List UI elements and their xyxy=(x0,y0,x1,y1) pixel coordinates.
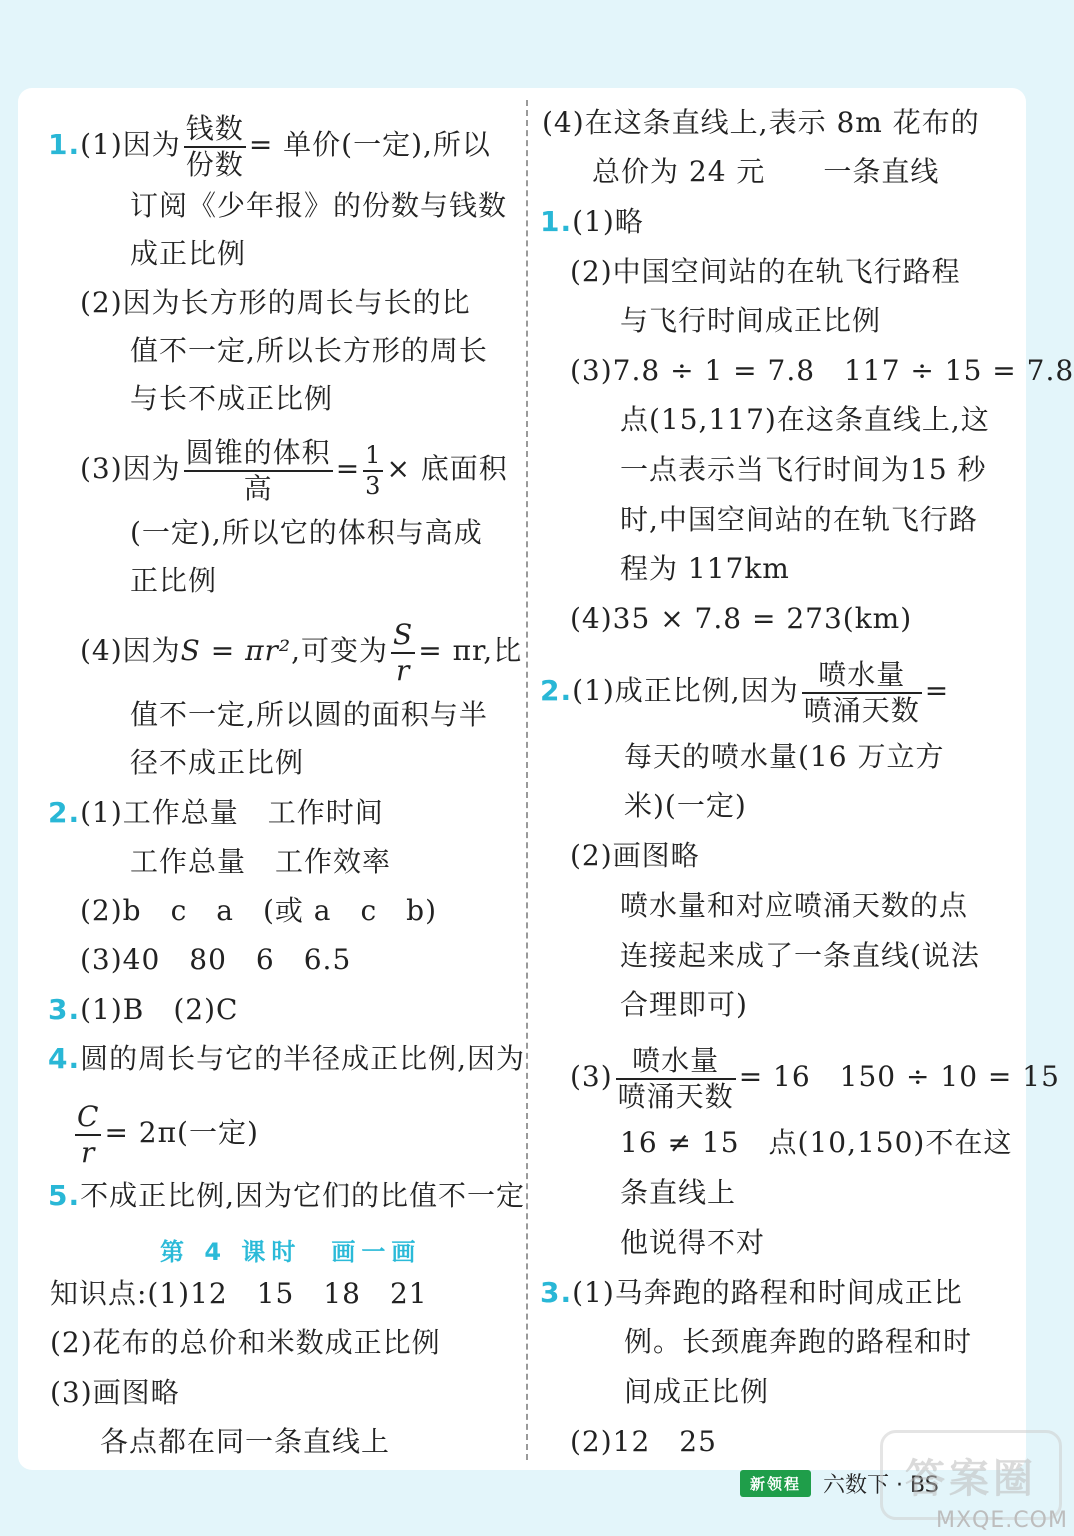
r-q2-part1-line2: 每天的喷水量(16 万立方 xyxy=(624,740,945,773)
question-number: 2. xyxy=(48,796,81,829)
r-q3-line1: 3.(1)马奔跑的路程和时间成正比 xyxy=(540,1276,963,1309)
r-q1-line7: 时,中国空间站的在轨飞行路 xyxy=(620,503,978,536)
r-q1-line1: 1.(1)略 xyxy=(540,205,644,238)
q1-part2-line2: 值不一定,所以长方形的周长 xyxy=(130,334,488,367)
q1-part2-line3: 与长不成正比例 xyxy=(130,382,334,415)
q1-part3-line3: 正比例 xyxy=(130,564,218,597)
series-badge: 新领程 xyxy=(740,1470,811,1497)
k4-line2: 总价为 24 元 一条直线 xyxy=(592,155,940,188)
q1-part2-line1: (2)因为长方形的周长与长的比 xyxy=(80,286,471,319)
r-q1-line8: 程为 117km xyxy=(620,552,790,585)
fraction: $\frac{\text{喷水量}}{\text{喷涌天数}}$ xyxy=(803,658,920,727)
q2-line3: (2)b c a (或 a c b) xyxy=(80,894,438,927)
r-q2-part2-line1: (2)画图略 xyxy=(570,839,700,872)
r-q3-line3: 间成正比例 xyxy=(624,1375,770,1408)
q1-part3-line1: (3)因为 $\frac{\text{圆锥的体积}}{\text{高}}$ = $\frac{1}{3}$ × 底面积 xyxy=(80,436,508,505)
fraction: $\frac{\text{钱数}}{\text{份数}}$ xyxy=(185,112,244,181)
r-q1-line5: 点(15,117)在这条直线上,这 xyxy=(620,403,990,436)
knowledge-line2: (2)花布的总价和米数成正比例 xyxy=(50,1326,441,1359)
question-number: 4. xyxy=(48,1042,81,1075)
r-q1-line3: 与飞行时间成正比例 xyxy=(620,304,882,337)
knowledge-line1: 知识点:(1)12 15 18 21 xyxy=(50,1277,428,1310)
r-q1-line6: 一点表示当飞行时间为15 秒 xyxy=(620,453,987,486)
watermark-site: MXQE.COM xyxy=(936,1508,1068,1533)
r-q1-line4: (3)7.8 ÷ 1 = 7.8 117 ÷ 15 = 7.8 xyxy=(570,354,1074,387)
r-q2-part1-line1: 2.(1)成正比例,因为 $\frac{\text{喷水量}}{\text{喷涌天数}}$ = xyxy=(540,658,950,727)
q1-part4-line1: (4)因为S = πr²,可变为 $\frac{S}{r}$ = πr,比 xyxy=(80,618,523,687)
r-q1-line2: (2)中国空间站的在轨飞行路程 xyxy=(570,255,961,288)
section-heading: 第 4 课时 画一画 xyxy=(160,1238,422,1266)
knowledge-line3: (3)画图略 xyxy=(50,1376,180,1409)
r-q2-part2-line3: 连接起来成了一条直线(说法 xyxy=(620,939,980,972)
q1-part1-line2: 订阅《少年报》的份数与钱数 xyxy=(130,189,508,222)
r-q2-part3-line3: 条直线上 xyxy=(620,1176,737,1209)
question-number: 5. xyxy=(48,1179,81,1212)
column-divider xyxy=(526,100,528,1460)
q5-line: 5.不成正比例,因为它们的比值不一定 xyxy=(48,1179,526,1212)
fraction: $\frac{C}{r}$ xyxy=(77,1100,100,1169)
q2-line2: 工作总量 工作效率 xyxy=(130,845,392,878)
q1-part4-line3: 径不成正比例 xyxy=(130,746,305,779)
q1-part1-line1: 1.(1)因为 $\frac{\text{钱数}}{\text{份数}}$ = 单价(一定),所以 xyxy=(48,112,491,181)
fraction: $\frac{\text{喷水量}}{\text{喷涌天数}}$ xyxy=(617,1044,734,1113)
r-q2-part2-line2: 喷水量和对应喷涌天数的点 xyxy=(620,889,969,922)
watermark-stamp: 答案圈 xyxy=(880,1430,1062,1520)
question-number: 1. xyxy=(540,205,573,238)
q4-line2: $\frac{C}{r}$ = 2π(一定) xyxy=(77,1100,259,1169)
q1-part1-line3: 成正比例 xyxy=(130,237,247,270)
fraction: $\frac{\text{圆锥的体积}}{\text{高}}$ xyxy=(185,436,331,505)
q3-line: 3.(1)B (2)C xyxy=(48,993,239,1026)
fraction: $\frac{1}{3}$ xyxy=(365,440,382,500)
q1-part4-line2: 值不一定,所以圆的面积与半 xyxy=(130,698,488,731)
q4-line1: 4.圆的周长与它的半径成正比例,因为 xyxy=(48,1042,526,1075)
question-number: 1. xyxy=(48,128,81,162)
r-q1-line9: (4)35 × 7.8 = 273(km) xyxy=(570,602,913,635)
r-q2-part1-line3: 米)(一定) xyxy=(624,789,747,822)
r-q3-line2: 例。长颈鹿奔跑的路程和时 xyxy=(624,1325,973,1358)
question-number: 3. xyxy=(48,993,81,1026)
r-q2-part3-line1: (3) $\frac{\text{喷水量}}{\text{喷涌天数}}$ = 16 150 ÷ 10 = 15 xyxy=(570,1044,1060,1113)
q2-line1: 2.(1)工作总量 工作时间 xyxy=(48,796,384,829)
q1-part3-line2: (一定),所以它的体积与高成 xyxy=(130,516,483,549)
r-q2-part3-line2: 16 ≠ 15 点(10,150)不在这 xyxy=(620,1126,1013,1159)
r-q3-line4: (2)12 25 xyxy=(570,1425,717,1458)
knowledge-line4: 各点都在同一条直线上 xyxy=(100,1425,391,1458)
k4-line1: (4)在这条直线上,表示 8m 花布的 xyxy=(542,106,980,139)
question-number: 3. xyxy=(540,1276,573,1309)
r-q2-part3-line4: 他说得不对 xyxy=(620,1226,766,1259)
q2-line4: (3)40 80 6 6.5 xyxy=(80,943,352,976)
grade-label: 六数下 · BS xyxy=(823,1472,939,1498)
r-q2-part2-line4: 合理即可) xyxy=(620,988,748,1021)
fraction: $\frac{S}{r}$ xyxy=(393,618,414,687)
question-number: 2. xyxy=(540,674,573,708)
